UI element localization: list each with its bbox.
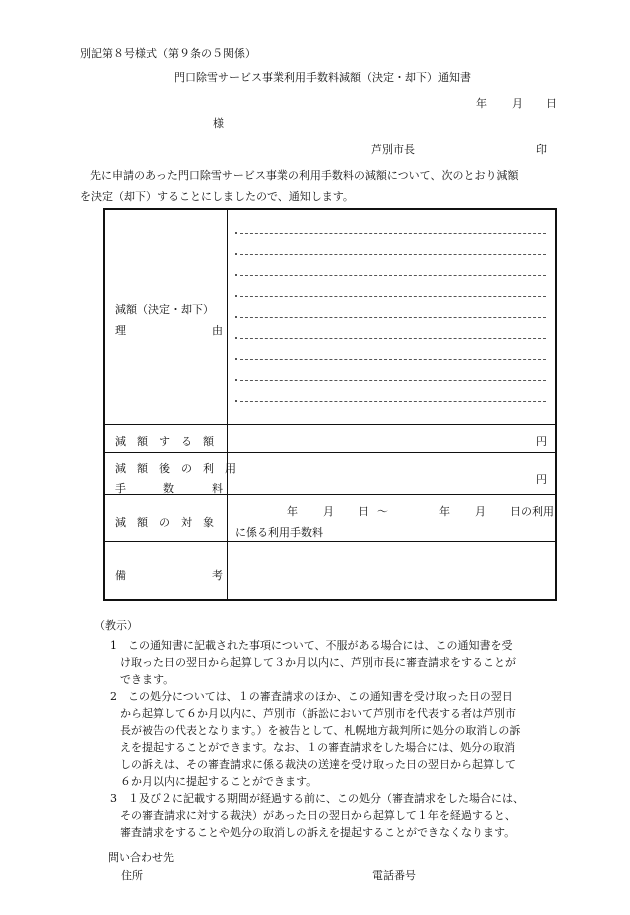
target-tilde: ～ — [377, 505, 388, 518]
after-fee-unit: 円 — [536, 473, 547, 486]
issuer-name: 芦別市長 — [371, 143, 415, 156]
writing-line[interactable] — [240, 401, 546, 402]
remarks-label-char-2: 考 — [212, 569, 223, 582]
writing-line-marker — [235, 274, 237, 276]
date-month: 月 — [512, 97, 523, 110]
instruction-1-line-3: できます。 — [120, 673, 175, 686]
writing-line-marker — [235, 358, 237, 360]
writing-line[interactable] — [240, 233, 546, 234]
reason-label-line-1: 減額（決定・却下） — [115, 303, 214, 316]
intro-line-1: 先に申請のあった門口除雪サービス事業の利用手数料の減額について、次のとおり減額 — [90, 169, 519, 182]
writing-line[interactable] — [240, 275, 546, 276]
target-day-use: 日の利用 — [510, 505, 554, 518]
writing-line-marker — [235, 379, 237, 381]
instruction-2-line-2: から起算して６か月以内に、芦別市（訴訟において芦別市を代表する者は芦別市 — [120, 707, 516, 720]
instruction-1-line-2: け取った日の翌日から起算して３か月以内に、芦別市長に審査請求をすることが — [120, 656, 516, 669]
after-fee-label-char-2: 数 — [163, 482, 174, 495]
seal-mark: 印 — [536, 143, 547, 156]
reduction-amount-unit: 円 — [536, 435, 547, 448]
instruction-2-line-5: しの訴えは、その審査請求に係る裁決の送達を受け取った日の翌日から起算して — [120, 758, 516, 771]
instruction-3-line-2: その審査請求に対する裁決）があった日の翌日から起算して１年を経過すると、 — [120, 809, 516, 822]
target-year-2: 年 — [439, 505, 450, 518]
writing-line-marker — [235, 232, 237, 234]
writing-line-marker — [235, 400, 237, 402]
target-year-1: 年 — [287, 505, 298, 518]
reason-label-char-2: 由 — [212, 324, 223, 337]
writing-line[interactable] — [240, 338, 546, 339]
contact-heading: 問い合わせ先 — [108, 851, 174, 864]
writing-line[interactable] — [240, 254, 546, 255]
addressee-suffix: 様 — [213, 117, 224, 130]
writing-line[interactable] — [240, 380, 546, 381]
instructions-heading: （教示） — [94, 619, 138, 632]
instruction-1-line-1: 1 この通知書に記載された事項について、不服がある場合には、この通知書を受 — [110, 639, 513, 652]
writing-line[interactable] — [240, 317, 546, 318]
reduction-amount-label: 減 額 す る 額 — [115, 435, 214, 448]
writing-line-marker — [235, 253, 237, 255]
target-line-2: に係る利用手数料 — [235, 526, 323, 539]
after-fee-label-line-1: 減 額 後 の 利 用 — [115, 462, 236, 475]
writing-line[interactable] — [240, 296, 546, 297]
row-divider-2 — [105, 452, 555, 453]
date-day: 日 — [546, 97, 557, 110]
instruction-2-line-1: 2 この処分については、１の審査請求のほか、この通知書を受け取った日の翌日 — [110, 690, 513, 703]
target-day-1: 日 — [358, 505, 369, 518]
date-year: 年 — [476, 97, 487, 110]
target-month-1: 月 — [323, 505, 334, 518]
document-title: 門口除雪サービス事業利用手数料減額（決定・却下）通知書 — [174, 71, 471, 84]
instruction-2-line-3: 長が被告の代表となります。）を被告として、札幌地方裁判所に処分の取消しの訴 — [120, 724, 521, 737]
form-table — [103, 208, 557, 601]
form-number: 別記第８号様式（第９条の５関係） — [80, 47, 256, 60]
after-fee-label-char-3: 料 — [212, 482, 223, 495]
writing-line-marker — [235, 337, 237, 339]
instruction-3-line-1: 3 １及び２に記載する期間が経過する前に、この処分（審査請求をした場合には、 — [110, 792, 524, 805]
row-divider-1 — [105, 424, 555, 425]
intro-line-2: を決定（却下）することにしましたので、通知します。 — [80, 190, 354, 203]
writing-line[interactable] — [240, 359, 546, 360]
target-month-2: 月 — [475, 505, 486, 518]
instruction-2-line-4: えを提起することができます。なお、１の審査請求をした場合には、処分の取消 — [120, 741, 516, 754]
reason-label-char-1: 理 — [115, 324, 126, 337]
instruction-3-line-3: 審査請求をすることや処分の取消しの訴えを提起することができなくなります。 — [120, 826, 516, 839]
writing-line-marker — [235, 295, 237, 297]
target-label: 減 額 の 対 象 — [115, 516, 214, 529]
contact-address-label: 住所 — [121, 869, 143, 882]
row-divider-4 — [105, 541, 555, 542]
instruction-2-line-6: ６か月以内に提起することができます。 — [120, 775, 318, 788]
after-fee-label-char-1: 手 — [115, 482, 126, 495]
contact-phone-label: 電話番号 — [372, 869, 416, 882]
remarks-label-char-1: 備 — [115, 569, 126, 582]
writing-line-marker — [235, 316, 237, 318]
